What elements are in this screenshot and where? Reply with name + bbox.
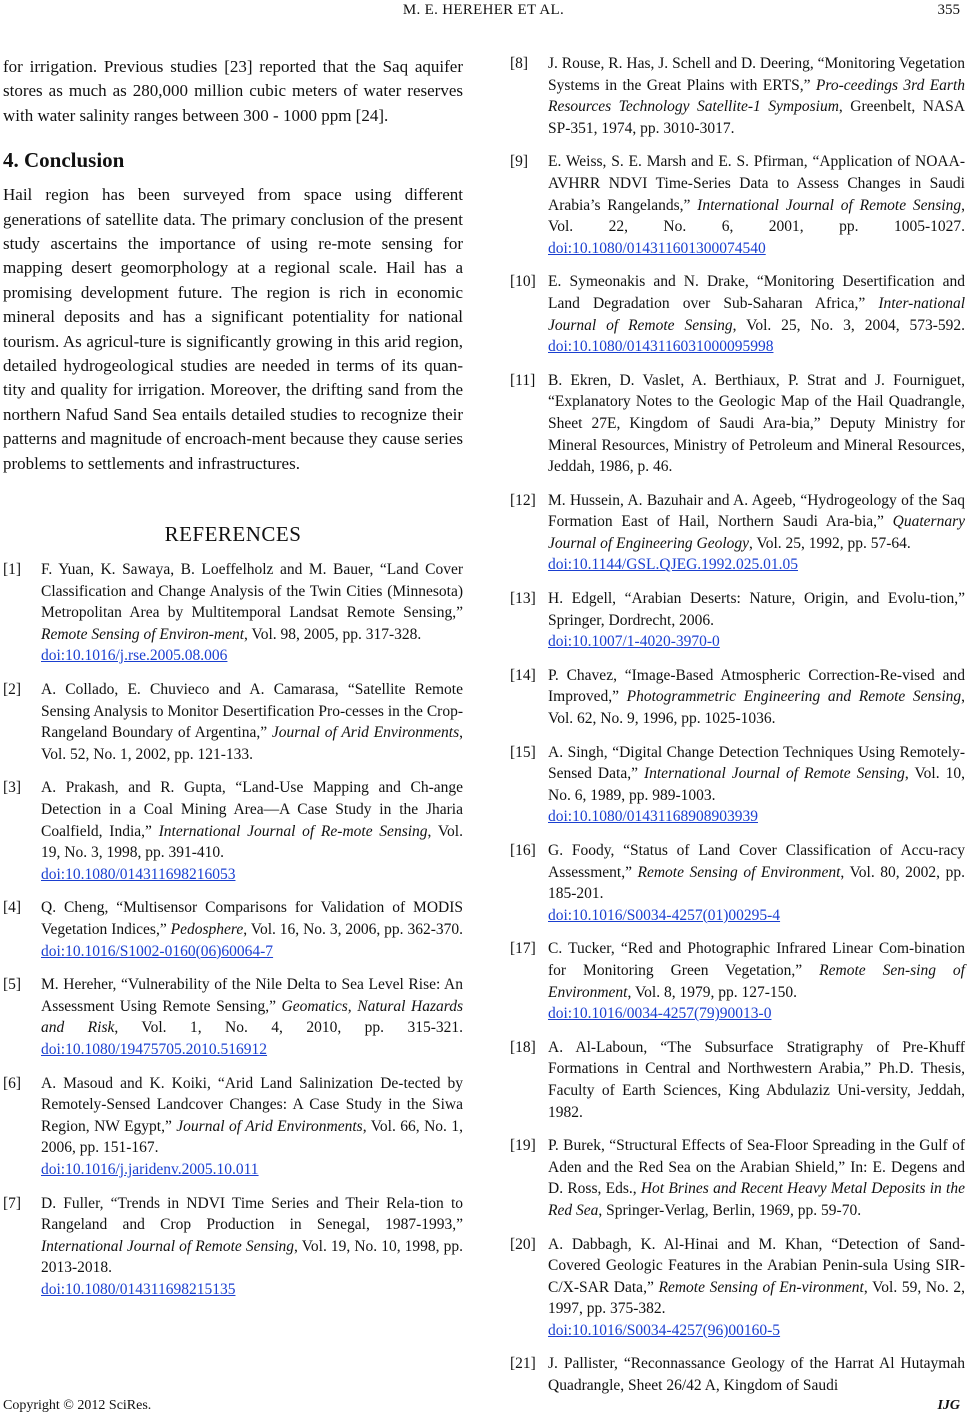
conclusion-heading: 4. Conclusion xyxy=(3,148,125,173)
reference-citation: A. Dabbagh, K. Al-Hinai and M. Khan, “Detection of Sand-Covered Geologic Features in the Arabian Penin-sula Using SIR-C/X-SAR Data,” xyxy=(548,1235,965,1296)
reference-details: , Vol. 19, No. 3, 1998, pp. 391-410. xyxy=(41,822,463,862)
reference-citation: M. Hussein, A. Bazuhair and A. Ageeb, “Hydrogeology of the Saq Formation East of Hail, Northern Saudi Ara-bia,” xyxy=(548,491,965,531)
reference-citation: D. Fuller, “Trends in NDVI Time Series and Their Rela-tion to Rangeland and Crop Production in Senegal, 1987-1993,” xyxy=(41,1194,463,1234)
reference-source-title: Quaternary Journal of Engineering Geology xyxy=(548,513,965,552)
reference-text xyxy=(41,1073,463,1181)
reference-citation: A. Masoud and K. Koiki, “Arid Land Salinization De-tected by Remotely-Sensed Landcover Changes: A Case Study in the Siwa Region, NW Egypt,” xyxy=(41,1074,463,1135)
conclusion-paragraph: Hail region has been surveyed from space using different generations of satellite data. The primary conclusion of the present study ascertains the importance of using re-mote sensing for mapping desert geomorphology at a regional scale. Hail has a promising development future. The region is rich in economic mineral deposits and has a significant potentiality for national tourism. As agricul-ture is significantly growing in this arid region, detailed hydrogeological studies are needed in terms of its quan-tity and quality for irrigation. Moreover, the drifting sand from the northern Nafud Sand Sea entails detailed studies to recognize their patterns and magnitude of encroach-ment because they cause series problems to settlements and infrastructures. xyxy=(3,185,463,473)
reference-list-left xyxy=(3,559,463,1300)
page-header xyxy=(0,0,967,22)
reference-text xyxy=(41,559,463,667)
reference-item xyxy=(510,1037,965,1123)
reference-details: , Vol. 16, No. 3, 2006, pp. 362-370. xyxy=(243,921,463,938)
reference-text xyxy=(548,1037,965,1123)
reference-item xyxy=(3,1193,463,1301)
reference-number: [14] xyxy=(510,666,536,684)
reference-text xyxy=(548,151,965,259)
reference-text xyxy=(41,897,463,962)
reference-source-title: International Journal of Remote Sensing xyxy=(643,765,905,783)
reference-number: [10] xyxy=(510,273,536,291)
reference-details: , Vol. 25, No. 3, 2004, 573-592. xyxy=(732,316,965,334)
reference-citation: A. Prakash, and R. Gupta, “Land-Use Mapping and Ch-ange Detection in a Coal Mining Area—A Case Study in the Jharia Coalfield, India,” xyxy=(41,779,463,840)
reference-item xyxy=(510,1234,965,1342)
reference-citation: A. Al-Laboun, “The Subsurface Stratigraphy of Pre-Khuff Formations in Central and Northwestern Arabia,” Ph.D. Thesis, Faculty of Earth Sciences, King Abdulaziz Uni-versity, Jeddah, 1982. xyxy=(548,1038,965,1121)
intro-paragraph: for irrigation. Previous studies [23] reported that the Saq aquifer stores as much as 280,000 million cubic meters of water reserves with water salinity ranges between 300 - 1000 ppm [24]. xyxy=(3,57,463,125)
reference-item xyxy=(510,490,965,576)
reference-details: , Vol. 19, No. 10, 1998, pp. 2013-2018. xyxy=(41,1237,463,1277)
doi-link[interactable]: doi:10.1016/j.rse.2005.08.006 xyxy=(41,647,228,665)
reference-number: [11] xyxy=(510,371,536,389)
reference-text xyxy=(548,938,965,1024)
reference-list-right xyxy=(510,53,965,1397)
reference-source-title: Remote Sensing of Environment xyxy=(637,863,841,881)
reference-number: [6] xyxy=(3,1074,22,1092)
doi-link[interactable]: doi:10.1016/S0034-4257(96)00160-5 xyxy=(548,1321,781,1339)
reference-text xyxy=(548,370,965,478)
reference-source-title: Pedosphere xyxy=(170,921,244,938)
reference-citation: A. Collado, E. Chuvieco and A. Camarasa, “Satellite Remote Sensing Analysis to Monitor Desertification Pro-cesses in the Crop-Rangeland Boundary of Argentina,” xyxy=(41,681,463,742)
doi-link[interactable]: doi:10.1080/014311698215135 xyxy=(41,1280,236,1298)
doi-link[interactable]: doi:10.1080/01431168908903939 xyxy=(548,808,758,826)
doi-link[interactable]: doi:10.1080/014311698216053 xyxy=(41,865,236,883)
reference-details: , Vol. 59, No. 2, 1997, pp. 375-382. xyxy=(548,1278,966,1318)
reference-details: , Vol. 22, No. 6, 2001, pp. 1005-1027. xyxy=(548,196,965,236)
reference-text xyxy=(41,1193,463,1301)
reference-text xyxy=(548,840,965,926)
reference-number: [1] xyxy=(3,561,22,579)
reference-item xyxy=(510,1353,965,1396)
reference-source-title: Pro-ceedings 3rd Earth Resources Technology Satellite-1 Symposium xyxy=(548,76,966,116)
reference-item xyxy=(510,370,965,478)
reference-item xyxy=(510,665,965,730)
reference-details: , Vol. 80, 2002, pp. 185-201. xyxy=(548,863,965,903)
reference-text xyxy=(548,53,965,139)
reference-citation: H. Edgell, “Arabian Deserts: Nature, Origin, and Evolu-tion,” Springer, Dordrecht, 2006. xyxy=(548,590,965,629)
reference-source-title: International Journal of Re-mote Sensing xyxy=(158,822,428,840)
reference-text xyxy=(548,490,965,576)
running-head: M. E. HEREHER ET AL. xyxy=(402,2,565,18)
reference-number: [19] xyxy=(510,1137,536,1155)
reference-source-title: Remote Sensing of Environ-ment xyxy=(41,625,245,643)
reference-item xyxy=(3,679,463,765)
reference-source-title: Journal of Arid Environments xyxy=(271,724,460,742)
reference-number: [3] xyxy=(3,779,22,797)
reference-number: [9] xyxy=(510,153,529,171)
reference-source-title: International Journal of Remote Sensing xyxy=(41,1237,295,1255)
reference-text xyxy=(548,271,965,357)
reference-item xyxy=(3,559,463,667)
reference-text xyxy=(41,974,463,1060)
reference-item xyxy=(510,1135,965,1221)
reference-details: , Vol. 52, No. 1, 2002, pp. 121-133. xyxy=(41,724,464,763)
reference-citation: F. Yuan, K. Sawaya, B. Loeffelholz and M. Bauer, “Land Cover Classification and Change Analysis of the Twin Cities (Minnesota) Metropolitan Area by Multitemporal Landsat Remote Sensing,” xyxy=(41,561,463,622)
reference-item xyxy=(510,151,965,259)
reference-details: , Vol. 98, 2005, pp. 317-328. xyxy=(244,625,422,643)
reference-details: , Vol. 66, No. 1, 2006, pp. 151-167. xyxy=(41,1117,463,1157)
reference-source-title: Geomatics, Natural Hazards and Risk xyxy=(41,997,463,1037)
reference-item xyxy=(3,777,463,885)
reference-text xyxy=(548,665,965,730)
reference-source-title: International Journal of Remote Sensing xyxy=(697,196,962,214)
doi-link[interactable]: doi:10.1144/GSL.QJEG.1992.025.01.05 xyxy=(548,556,799,574)
reference-item xyxy=(510,742,965,828)
reference-details: , Vol. 1, No. 4, 2010, pp. 315-321. xyxy=(114,1019,464,1037)
reference-details: , Vol. 25, 1992, pp. 57-64. xyxy=(749,534,911,552)
reference-number: [18] xyxy=(510,1038,536,1056)
doi-link[interactable]: doi:10.1016/S0034-4257(01)00295-4 xyxy=(548,906,781,924)
reference-citation: G. Foody, “Status of Land Cover Classification of Accu-racy Assessment,” xyxy=(548,842,965,881)
reference-text xyxy=(548,1234,965,1342)
reference-details: , Greenbelt, NASA SP-351, 1974, pp. 3010-3017. xyxy=(548,98,965,137)
reference-item xyxy=(510,53,965,139)
reference-number: [21] xyxy=(510,1355,536,1373)
reference-details: , Vol. 62, No. 9, 1996, pp. 1025-1036. xyxy=(548,688,965,728)
reference-source-title: Remote Sen-sing of Environment xyxy=(548,961,965,1001)
reference-number: [5] xyxy=(3,976,22,994)
reference-details: , Vol. 10, No. 6, 1989, pp. 989-1003. xyxy=(548,765,965,804)
reference-source-title: Journal of Arid Environments xyxy=(176,1117,363,1135)
reference-number: [16] xyxy=(510,842,536,859)
reference-source-title: Hot Brines and Recent Heavy Metal Deposits in the Red Sea xyxy=(548,1180,965,1219)
reference-text xyxy=(548,1353,965,1396)
doi-link[interactable]: doi:10.1080/014311601300074540 xyxy=(548,239,766,257)
reference-item xyxy=(510,271,965,357)
reference-citation: M. Hereher, “Vulnerability of the Nile Delta to Sea Level Rise: An Assessment Using Remote Sensing,” xyxy=(41,976,463,1015)
reference-citation: Q. Cheng, “Multisensor Comparisons for Validation of MODIS Vegetation Indices,” xyxy=(41,899,463,938)
doi-link[interactable]: doi:10.1080/19475705.2010.516912 xyxy=(41,1040,268,1058)
references-heading: REFERENCES xyxy=(164,522,302,547)
doi-link[interactable]: doi:10.1007/1-4020-3970-0 xyxy=(548,633,720,651)
reference-source-title: Remote Sensing of En-vironment xyxy=(658,1278,864,1296)
reference-source-title: Inter-national Journal of Remote Sensing xyxy=(548,294,965,334)
reference-details: , Vol. 8, 1979, pp. 127-150. xyxy=(627,983,798,1001)
journal-abbrev: IJG xyxy=(937,1398,960,1413)
reference-citation: B. Ekren, D. Vaslet, A. Berthiaux, P. Strat and J. Fourniguet, “Explanatory Notes to the Geologic Map of the Hail Quadrangle, Sheet 27E, Kingdom of Saudi Ara-bia,” Deputy Ministry for Mineral Resources, Ministry of Petroleum and Mineral Resources, Jeddah, 1986, p. 46. xyxy=(548,371,965,476)
reference-number: [12] xyxy=(510,491,536,509)
reference-citation: P. Chavez, “Image-Based Atmospheric Correction-Re-vised and Improved,” xyxy=(548,666,965,706)
reference-number: [13] xyxy=(510,590,536,608)
reference-number: [2] xyxy=(3,681,22,699)
reference-number: [8] xyxy=(510,55,529,72)
reference-number: [17] xyxy=(510,940,536,958)
reference-text xyxy=(548,588,965,653)
reference-text xyxy=(41,777,463,885)
reference-number: [20] xyxy=(510,1235,536,1253)
reference-text xyxy=(548,742,965,828)
reference-item xyxy=(510,938,965,1024)
reference-item xyxy=(3,1073,463,1181)
reference-number: [15] xyxy=(510,743,536,761)
reference-item xyxy=(510,840,965,926)
reference-citation: E. Weiss, S. E. Marsh and E. S. Pfirman, “Application of NOAA-AVHRR NDVI Time-Series Data to Assess Changes in Saudi Arabia’s Rangelands,” xyxy=(548,153,965,214)
left-column xyxy=(3,55,463,1313)
reference-source-title: Photogrammetric Engineering and Remote Sensing xyxy=(626,688,962,706)
reference-citation: C. Tucker, “Red and Photographic Infrared Linear Com-bination for Monitoring Green Vegetation,” xyxy=(548,940,965,979)
reference-text xyxy=(548,1135,965,1221)
page-number: 355 xyxy=(937,2,960,18)
right-column xyxy=(510,53,965,1409)
doi-link[interactable]: doi:10.1016/0034-4257(79)90013-0 xyxy=(548,1005,772,1023)
reference-item xyxy=(3,974,463,1060)
doi-link[interactable]: doi:10.1080/0143116031000095998 xyxy=(548,338,774,356)
reference-citation: J. Pallister, “Reconnassance Geology of the Harrat Al Hutaymah Quadrangle, Sheet 26/42 A, Kingdom of Saudi xyxy=(548,1355,965,1395)
reference-item xyxy=(510,588,965,653)
reference-details: , Springer-Verlag, Berlin, 1969, pp. 59-70. xyxy=(598,1201,862,1219)
reference-item xyxy=(3,897,463,962)
reference-citation: J. Rouse, R. Has, J. Schell and D. Deering, “Monitoring Vegetation Systems in the Great Plains with ERTS,” xyxy=(548,55,965,94)
reference-citation: A. Singh, “Digital Change Detection Techniques Using Remotely-Sensed Data,” xyxy=(548,743,965,783)
reference-citation: P. Burek, “Structural Effects of Sea-Floor Spreading in the Gulf of Aden and the Red Sea on the Arabian Shield,” In: E. Degens and D. Ross, Eds., xyxy=(548,1137,965,1198)
doi-link[interactable]: doi:10.1016/j.jaridenv.2005.10.011 xyxy=(41,1160,259,1178)
doi-link[interactable]: doi:10.1016/S1002-0160(06)60064-7 xyxy=(41,942,274,960)
reference-number: [7] xyxy=(3,1194,22,1212)
reference-citation: E. Symeonakis and N. Drake, “Monitoring Desertification and Land Degradation over Sub-Saharan Africa,” xyxy=(548,273,965,312)
reference-text xyxy=(41,679,463,765)
copyright-text: Copyright © 2012 SciRes. xyxy=(3,1398,152,1413)
reference-number: [4] xyxy=(3,899,22,917)
